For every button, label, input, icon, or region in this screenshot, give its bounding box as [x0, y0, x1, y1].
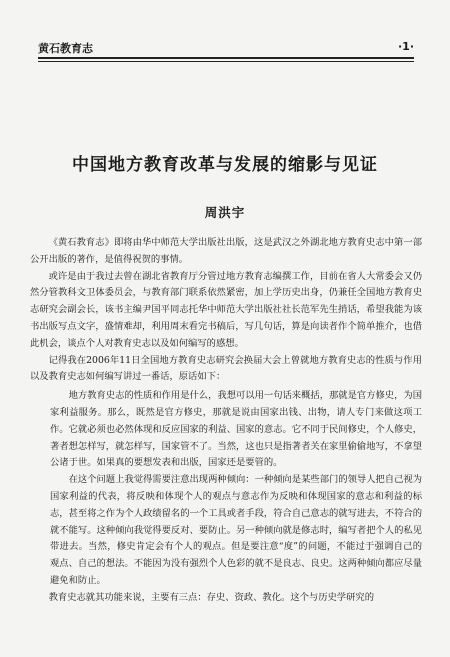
paragraph: 或许是由于我过去曾在湖北省教育厅分管过地方教育志编撰工作，目前在省人大常委会又仍然分管教科文卫体委员会，与教育部门联系依然紧密，加上学历史出身，仍兼任全国地方教育史志研究会副会长，该书主编尹国平同志托华中师范大学出版社社长范军先生捎话，希望我能为该书出版写点文字，盛情难却，利用周末看完书稿后，写几句话，算是向读者作个简单推介，也借此机会，谈点个人对教育史志以及如何编写的感想。: [30, 270, 422, 349]
article-author: 周洪宇: [204, 205, 246, 220]
quote-paragraph: 在这个问题上我觉得需要注意出现两种倾向：一种倾向是某些部门的领导人把自己视为国家利益的代表，将反映和体现个人的观点与意志作为反映和体现国家的意志和利益的标志，甚至将之作为个人政绩留名的一个工具或者手段，符合自己意志的就写进去，不符合的就不能写。这种倾向我觉得要反对、要防止。另一种倾向就是修志时，编写者把个人的私见带进去。当然，修史肯定会有个人的观点。但是要注意“度”的问题，不能过于强调自己的观点、自己的想法。不能因为没有强烈个人色彩的就不是良志、良史。这两种倾向都应尽量避免和防止。: [50, 474, 422, 586]
quote-paragraph: 地方教育史志的性质和作用是什么，我想可以用一句话来概括，那就是官方修史，为国家利益服务。那么，既然是官方修史，那就是说由国家出钱、出物，请人专门来做这项工作。它就必须也必然体现和反应国家的利益、国家的意志。它不同于民间修史，个人修史，著者想怎样写，就怎样写，国家管不了。当然，这也只是指著者关在家里偷偷地写，不拿望公诸于世。如果真的要想发表和出版，国家还是要管的。: [50, 390, 422, 469]
paragraph: 记得我在2006年11日全国地方教育史志研究会换届大会上曾就地方教育史志的性质与作用以及教育史志如何编写讲过一番话，原话如下：: [30, 354, 422, 383]
article-title: 中国地方教育改革与发展的缩影与见证: [72, 155, 378, 175]
paragraph: 《黄石教育志》即将由华中师范大学出版社出版，这是武汉之外湖北地方教育史志中第一部公开出版的著作，是值得祝贺的事情。: [30, 237, 422, 265]
page-number: ·1·: [397, 40, 414, 53]
article-body: [30, 235, 422, 607]
header-rule-thick: [38, 57, 414, 59]
book-title: 黄石教育志: [38, 42, 93, 55]
paragraph: 教育史志就其功能来说，主要有三点：存史、资政、教化。这个与历史学研究的: [48, 591, 374, 603]
header-rule-thin: [38, 61, 414, 62]
